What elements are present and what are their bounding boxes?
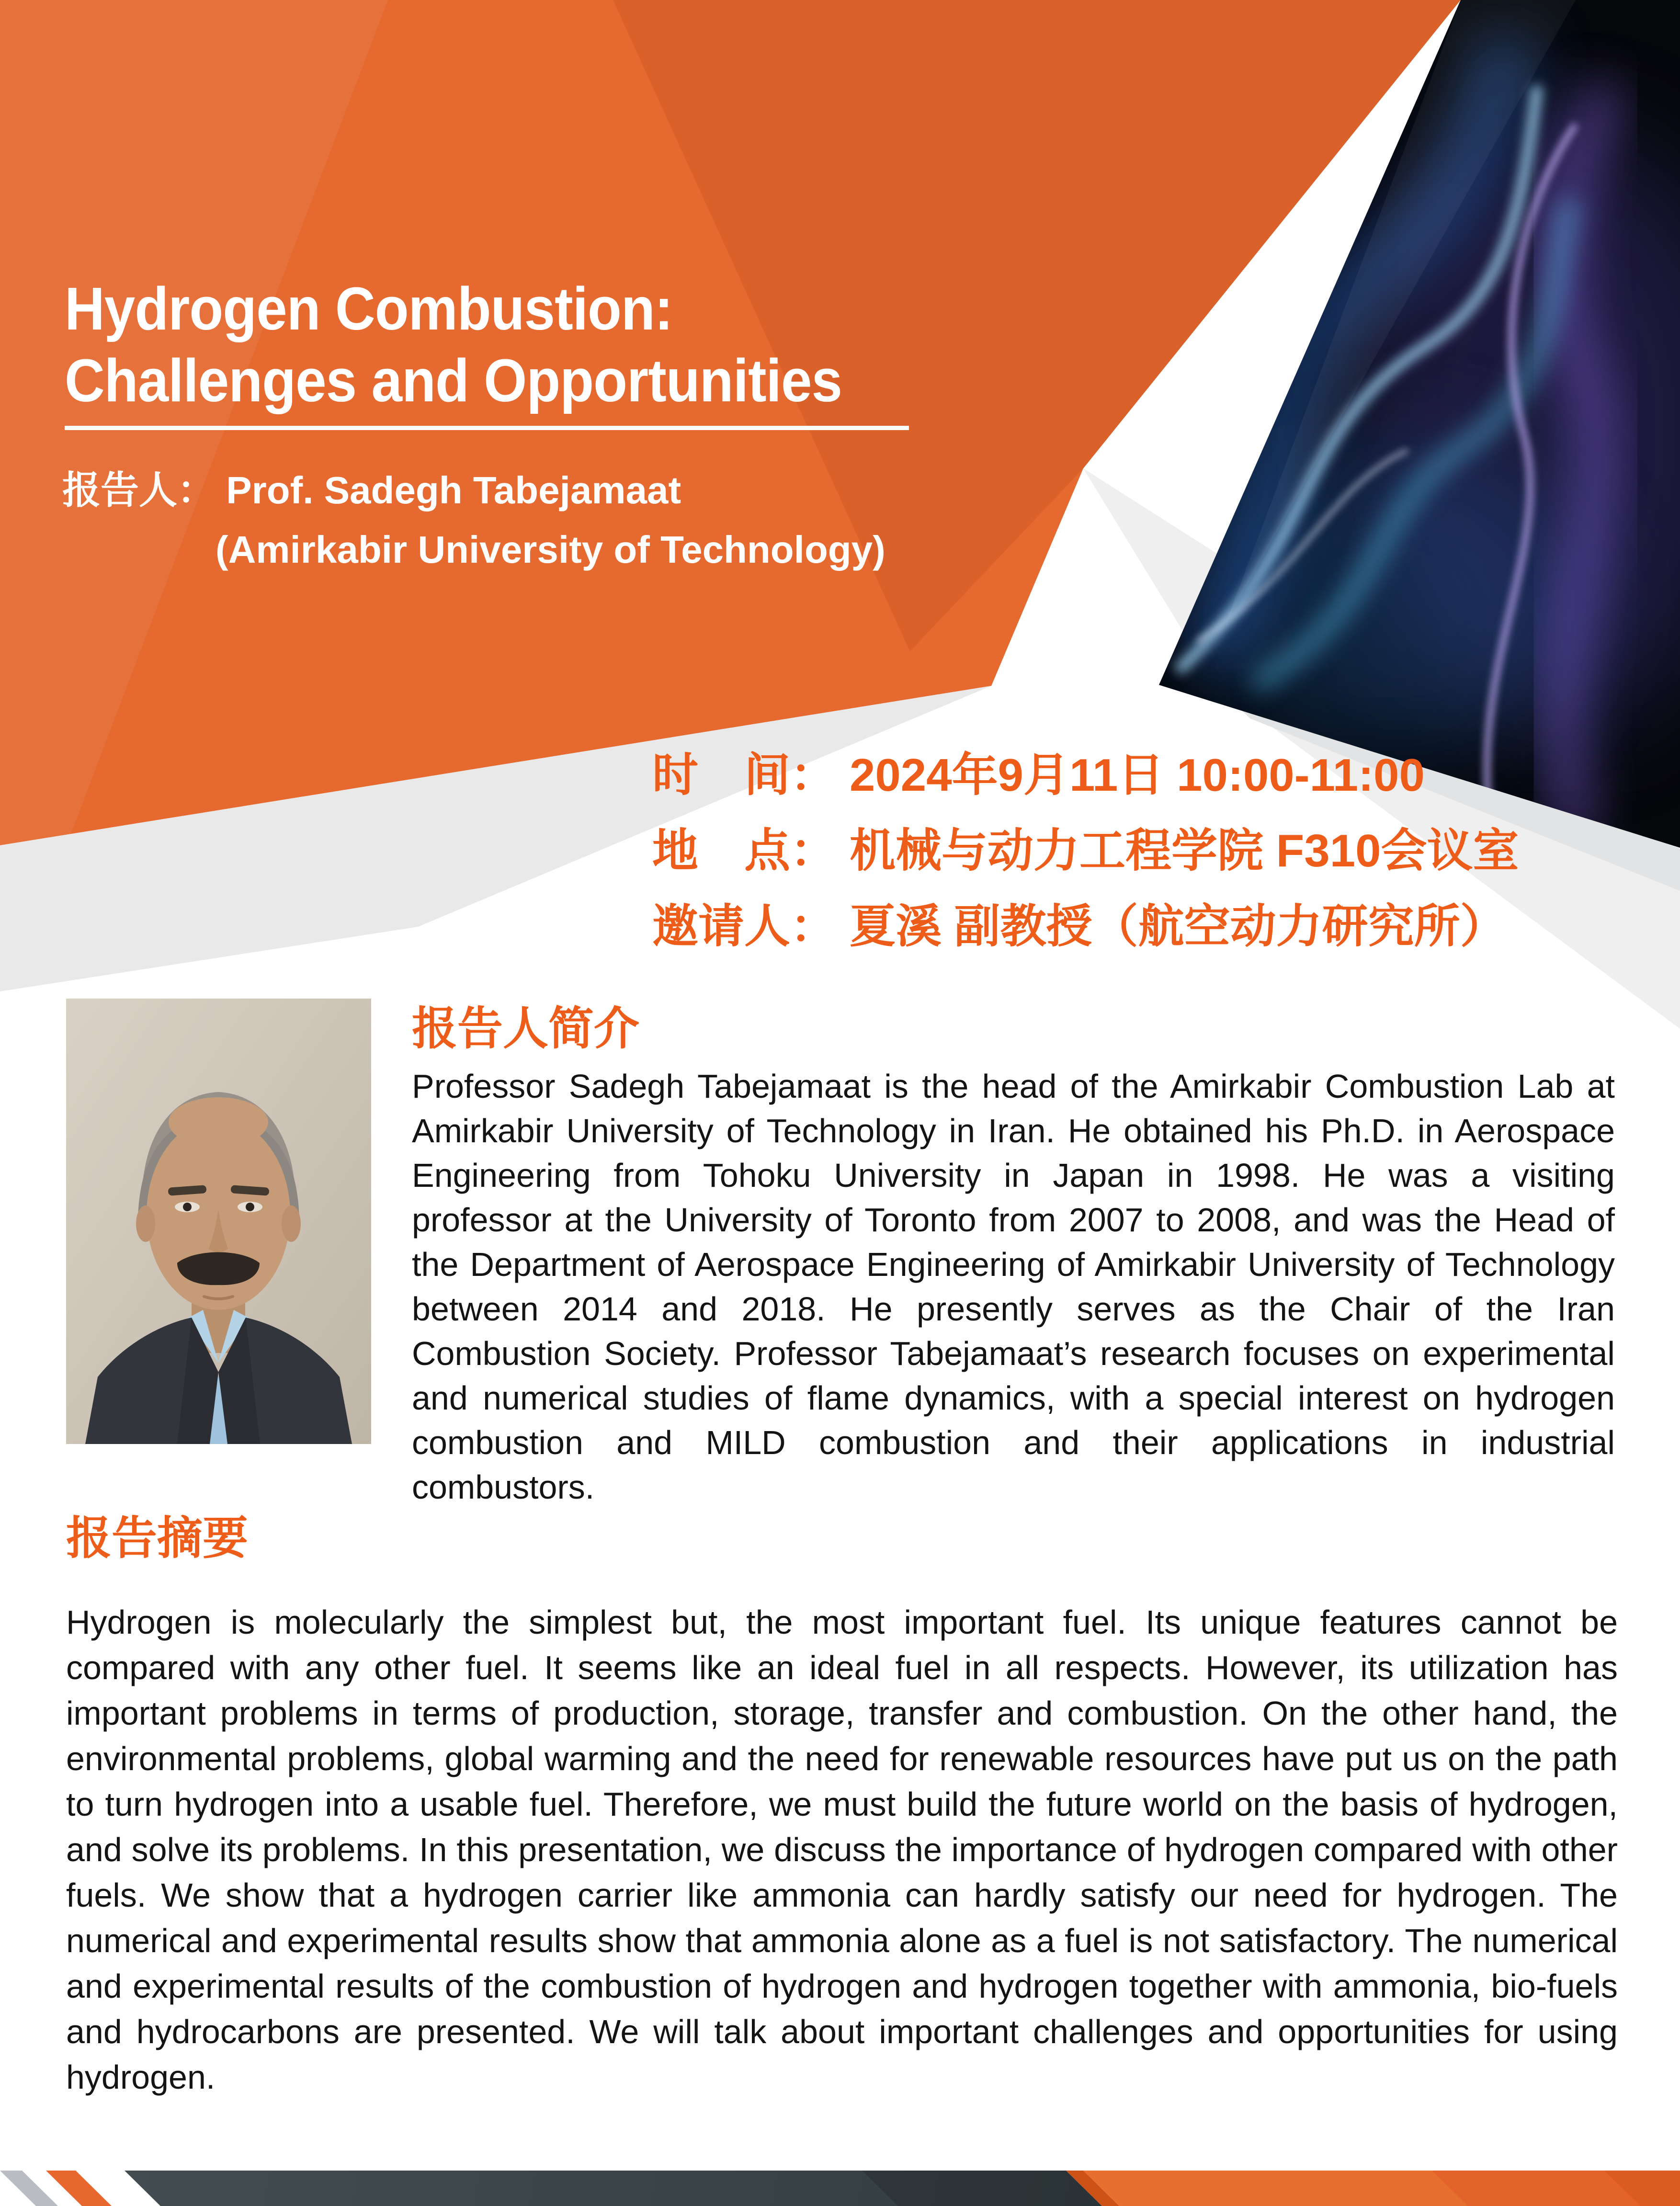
title-underline — [65, 426, 909, 430]
detail-location-value: 机械与动力工程学院 F310会议室 — [850, 825, 1519, 876]
speaker-photo — [66, 999, 371, 1444]
poster-title-line1: Hydrogen Combustion: — [65, 275, 673, 342]
bio-text: Professor Sadegh Tabejamaat is the head of the Amirkabir Combustion Lab at Amirkabir University of Technology in Iran. He obtained his Ph.D. in Aerospace Engineering from Tohoku University in Japan in 1998. He was a visiting professor at the University of Toronto from 2007 to 2008, and was the Head of the Department of Aerospace Engineering of Amirkabir University of Technology between 2014 and 2018. He presently serves as the Chair of the Iran Combustion Society. Professor Tabejamaat’s research focuses on experimental and numerical studies of flame dynamics, with a special interest on hydrogen combustion and MILD combustion and their applications in industrial combustors. — [412, 1068, 1615, 1506]
detail-inviter-label: 邀请人： — [652, 901, 836, 952]
speaker-affiliation: (Amirkabir University of Technology) — [216, 528, 885, 571]
smoke-artwork — [958, 0, 1680, 862]
detail-row-time — [652, 738, 1519, 813]
speaker-block — [62, 461, 885, 580]
poster-title — [65, 273, 842, 417]
detail-inviter-value: 夏溪 副教授（航空动力研究所） — [850, 901, 1506, 952]
speaker-line — [62, 461, 885, 520]
speaker-name: Prof. Sadegh Tabejamaat — [226, 469, 681, 512]
poster-title-line2: Challenges and Opportunities — [65, 347, 842, 414]
detail-row-location — [652, 813, 1519, 889]
abstract-heading: 报告摘要 — [66, 1513, 249, 1564]
abstract-text: Hydrogen is molecularly the simplest but, the most important fuel. Its unique features cannot be compared with any other fuel. It seems like an ideal fuel in all respects. However, its utilization has important problems in terms of production, storage, transfer and combustion. On the other hand, the environmental problems, global warming and the need for renewable resources have put us on the path to turn hydrogen into a usable fuel. Therefore, we must build the future world on the basis of hydrogen, and solve its problems. In this presentation, we discuss the importance of hydrogen compared with other fuels. We show that a hydrogen carrier like ammonia can hardly satisfy our need for hydrogen. The numerical and experimental results show that ammonia alone as a fuel is not satisfactory. The numerical and experimental results of the combustion of hydrogen and hydrogen together with ammonia, bio-fuels and hydrocarbons are presented. We will talk about important challenges and opportunities for using hydrogen. — [66, 1603, 1618, 2096]
bio-heading: 报告人简介 — [412, 1003, 640, 1054]
detail-time-label: 时 间： — [652, 750, 836, 801]
detail-location-label: 地 点： — [652, 825, 836, 876]
speaker-label: 报告人： — [62, 469, 216, 512]
footer-band — [0, 2171, 1680, 2206]
detail-row-inviter — [652, 889, 1519, 965]
event-details — [652, 738, 1519, 965]
detail-time-value: 2024年9月11日 10:00-11:00 — [850, 750, 1425, 801]
